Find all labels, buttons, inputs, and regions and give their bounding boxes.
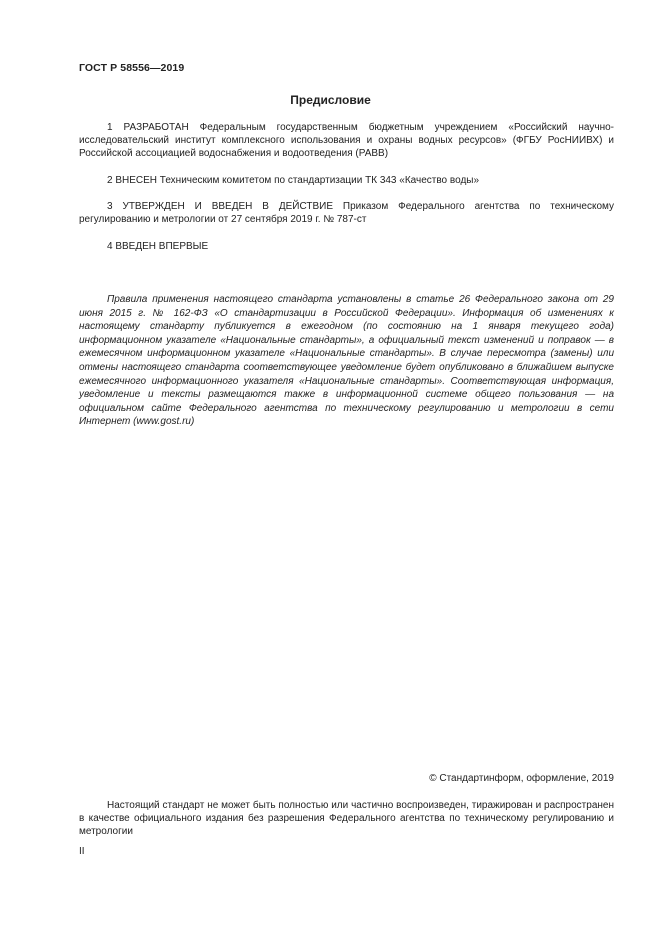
reproduction-notice: Настоящий стандарт не может быть полностью или частично воспроизведен, тиражирован и распространен в качестве официального издания без разрешения Федерального агентства по техническому регулированию и метрологии: [79, 800, 614, 837]
preface-item-1: 1 РАЗРАБОТАН Федеральным государственным бюджетным учреждением «Российский научно-исследовательский институт комплексного использования и охраны водных ресурсов» (ФГБУ РосНИИВХ) и Российской ассоциацией водоснабжения и водоотведения (РАВВ): [79, 122, 614, 159]
section-title: Предисловие: [290, 93, 371, 107]
page-number: II: [79, 846, 85, 857]
preface-item-2: 2 ВНЕСЕН Техническим комитетом по стандартизации ТК 343 «Качество воды»: [107, 175, 480, 186]
preface-item-4: 4 ВВЕДЕН ВПЕРВЫЕ: [107, 241, 209, 252]
copyright-line: © Стандартинформ, оформление, 2019: [429, 773, 614, 784]
document-header: ГОСТ Р 58556—2019: [79, 62, 185, 74]
standard-application-note: Правила применения настоящего стандарта установлены в статье 26 Федерального закона от 29 июня 2015 г. № 162-ФЗ «О стандартизации в Российской Федерации». Информация об изменениях к настоящему стандарту публикуется в ежегодном (по состоянию на 1 января текущего года) информационном указателе «Национальные стандарты», а официальный текст изменений и поправок — в ежемесячном информационном указателе «Национальные стандарты». В случае пересмотра (замены) или отмены настоящего стандарта соответствующее уведомление будет опубликовано в ближайшем выпуске ежемесячного информационного указателя «Национальные стандарты». Соответствующая информация, уведомление и тексты размещаются также в информационной системе общего пользования — на официальном сайте Федерального агентства по техническому регулированию и метрологии в сети Интернет (www.gost.ru): [79, 294, 614, 428]
preface-item-3: 3 УТВЕРЖДЕН И ВВЕДЕН В ДЕЙСТВИЕ Приказом Федерального агентства по техническому регулированию и метрологии от 27 сентября 2019 г. № 787-ст: [79, 201, 614, 225]
